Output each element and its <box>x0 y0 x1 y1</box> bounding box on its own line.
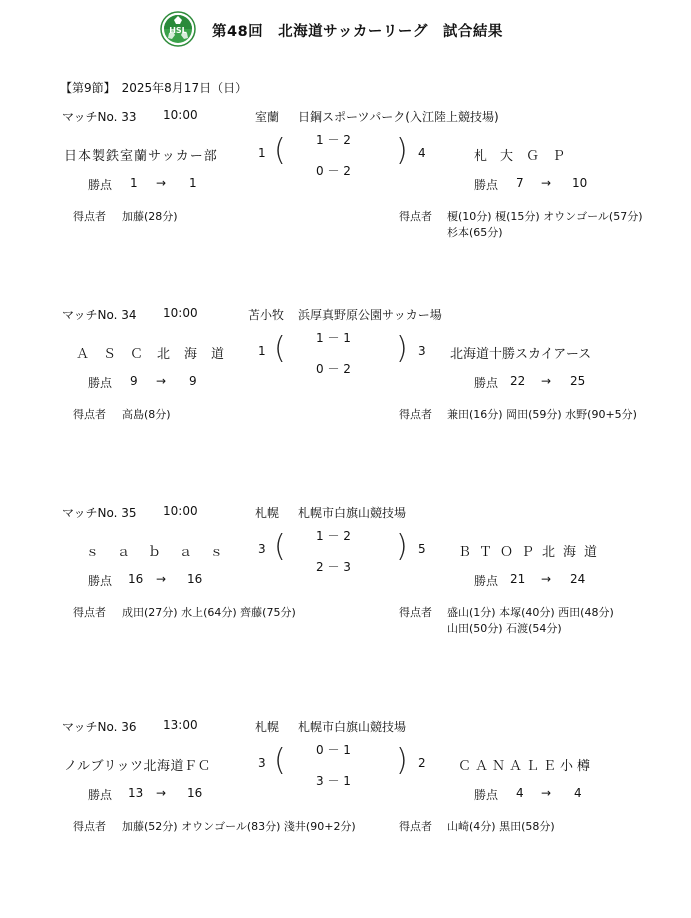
match-block-36 <box>0 718 691 918</box>
away-points-after: 25 <box>570 374 586 388</box>
match-time: 10:00 <box>163 306 198 320</box>
away-points-label: 勝点 <box>474 376 499 390</box>
close-paren: ) <box>396 331 408 366</box>
away-team: ＢＴＯＰ北海道 <box>458 545 606 560</box>
away-points-before: 22 <box>510 374 526 388</box>
arrow-icon: → <box>156 374 167 388</box>
away-score: 3 <box>418 344 426 358</box>
away-points-label: 勝点 <box>474 178 499 192</box>
arrow-icon: → <box>156 176 167 190</box>
away-points-label: 勝点 <box>474 788 499 802</box>
half1-score: 1 － 1 <box>316 331 351 345</box>
half1-score: 0 － 1 <box>316 743 351 757</box>
home-points-after: 16 <box>187 572 203 586</box>
page-title: 第48回 北海道サッカーリーグ 試合結果 <box>212 24 503 40</box>
half2-score: 3 － 1 <box>316 774 351 788</box>
close-paren: ) <box>396 133 408 168</box>
match-block-35 <box>0 504 691 704</box>
arrow-icon: → <box>541 374 552 388</box>
match-number: マッチNo. 35 <box>62 506 137 520</box>
away-points-before: 21 <box>510 572 526 586</box>
away-scorers-label: 得点者 <box>399 210 432 223</box>
open-paren: ( <box>274 743 286 778</box>
arrow-icon: → <box>156 786 167 800</box>
home-points-label: 勝点 <box>88 574 113 588</box>
match-venue: 日鋼スポーツパーク(入江陸上競技場) <box>298 110 499 124</box>
match-number: マッチNo. 33 <box>62 110 137 124</box>
match-city: 札幌 <box>255 720 280 734</box>
home-scorers-label: 得点者 <box>73 408 106 421</box>
home-team: 日本製鉄室蘭サッカー部 <box>64 149 218 164</box>
match-number: マッチNo. 34 <box>62 308 137 322</box>
home-scorers: 高島(8分) <box>122 408 171 421</box>
match-venue: 札幌市白旗山競技場 <box>298 506 407 520</box>
home-points-after: 16 <box>187 786 203 800</box>
match-time: 13:00 <box>163 718 198 732</box>
half2-score: 2 － 3 <box>316 560 351 574</box>
half1-score: 1 － 2 <box>316 529 351 543</box>
away-scorers-label: 得点者 <box>399 820 432 833</box>
away-points-after: 24 <box>570 572 586 586</box>
away-team: ＣＡＮＡＬＥ小樽 <box>458 759 595 774</box>
home-points-after: 1 <box>189 176 197 190</box>
arrow-icon: → <box>541 572 552 586</box>
arrow-icon: → <box>541 176 552 190</box>
arrow-icon: → <box>541 786 552 800</box>
home-points-before: 13 <box>128 786 144 800</box>
match-city: 室蘭 <box>255 110 280 124</box>
away-scorers: 盛山(1分) 本塚(40分) 西田(48分) <box>447 606 614 619</box>
away-scorers-label: 得点者 <box>399 408 432 421</box>
match-city: 札幌 <box>255 506 280 520</box>
away-scorers-line2: 山田(50分) 石渡(54分) <box>447 622 562 635</box>
match-time: 10:00 <box>163 108 198 122</box>
half2-score: 0 － 2 <box>316 362 351 376</box>
away-team: 札 大 Ｇ Ｐ <box>474 149 566 164</box>
away-points-after: 10 <box>572 176 588 190</box>
home-team: ノルブリッツ北海道ＦＣ <box>64 759 211 774</box>
half2-score: 0 － 2 <box>316 164 351 178</box>
open-paren: ( <box>274 331 286 366</box>
round-date: 【第9節】 2025年8月17日（日） <box>60 81 248 95</box>
home-team: ｓａｂａｓ <box>86 545 242 560</box>
away-scorers: 兼田(16分) 岡田(59分) 水野(90+5分) <box>447 408 637 421</box>
match-block-33 <box>0 108 691 308</box>
arrow-icon: → <box>156 572 167 586</box>
home-points-label: 勝点 <box>88 178 113 192</box>
close-paren: ) <box>396 529 408 564</box>
away-points-after: 4 <box>574 786 582 800</box>
match-time: 10:00 <box>163 504 198 518</box>
match-block-34 <box>0 306 691 506</box>
home-score: 3 <box>258 756 266 770</box>
home-scorers-label: 得点者 <box>73 606 106 619</box>
svg-text:HSL: HSL <box>169 26 187 35</box>
away-scorers: 榎(10分) 榎(15分) オウンゴール(57分) <box>447 210 643 223</box>
match-venue: 浜厚真野原公園サッカー場 <box>298 308 442 322</box>
away-points-before: 7 <box>516 176 524 190</box>
home-scorers-label: 得点者 <box>73 210 106 223</box>
open-paren: ( <box>274 529 286 564</box>
away-team: 北海道十勝スカイアース <box>450 347 592 362</box>
away-score: 2 <box>418 756 426 770</box>
home-points-label: 勝点 <box>88 376 113 390</box>
away-scorers-line2: 杉本(65分) <box>447 226 503 239</box>
away-scorers: 山崎(4分) 黒田(58分) <box>447 820 555 833</box>
home-scorers: 成田(27分) 水上(64分) 齊藤(75分) <box>122 606 296 619</box>
league-logo <box>160 11 196 47</box>
home-scorers: 加藤(52分) オウンゴール(83分) 淺井(90+2分) <box>122 820 356 833</box>
away-points-label: 勝点 <box>474 574 499 588</box>
away-points-before: 4 <box>516 786 524 800</box>
home-team: ＡＳＣ北海道 <box>76 347 239 362</box>
half1-score: 1 － 2 <box>316 133 351 147</box>
home-scorers-label: 得点者 <box>73 820 106 833</box>
match-venue: 札幌市白旗山競技場 <box>298 720 407 734</box>
home-score: 1 <box>258 344 266 358</box>
home-points-before: 9 <box>130 374 138 388</box>
home-points-before: 1 <box>130 176 138 190</box>
close-paren: ) <box>396 743 408 778</box>
home-points-label: 勝点 <box>88 788 113 802</box>
home-points-before: 16 <box>128 572 144 586</box>
match-city: 苫小牧 <box>248 308 285 322</box>
open-paren: ( <box>274 133 286 168</box>
match-number: マッチNo. 36 <box>62 720 137 734</box>
home-score: 3 <box>258 542 266 556</box>
home-score: 1 <box>258 146 266 160</box>
away-score: 4 <box>418 146 426 160</box>
away-score: 5 <box>418 542 426 556</box>
home-scorers: 加藤(28分) <box>122 210 178 223</box>
away-scorers-label: 得点者 <box>399 606 432 619</box>
home-points-after: 9 <box>189 374 197 388</box>
